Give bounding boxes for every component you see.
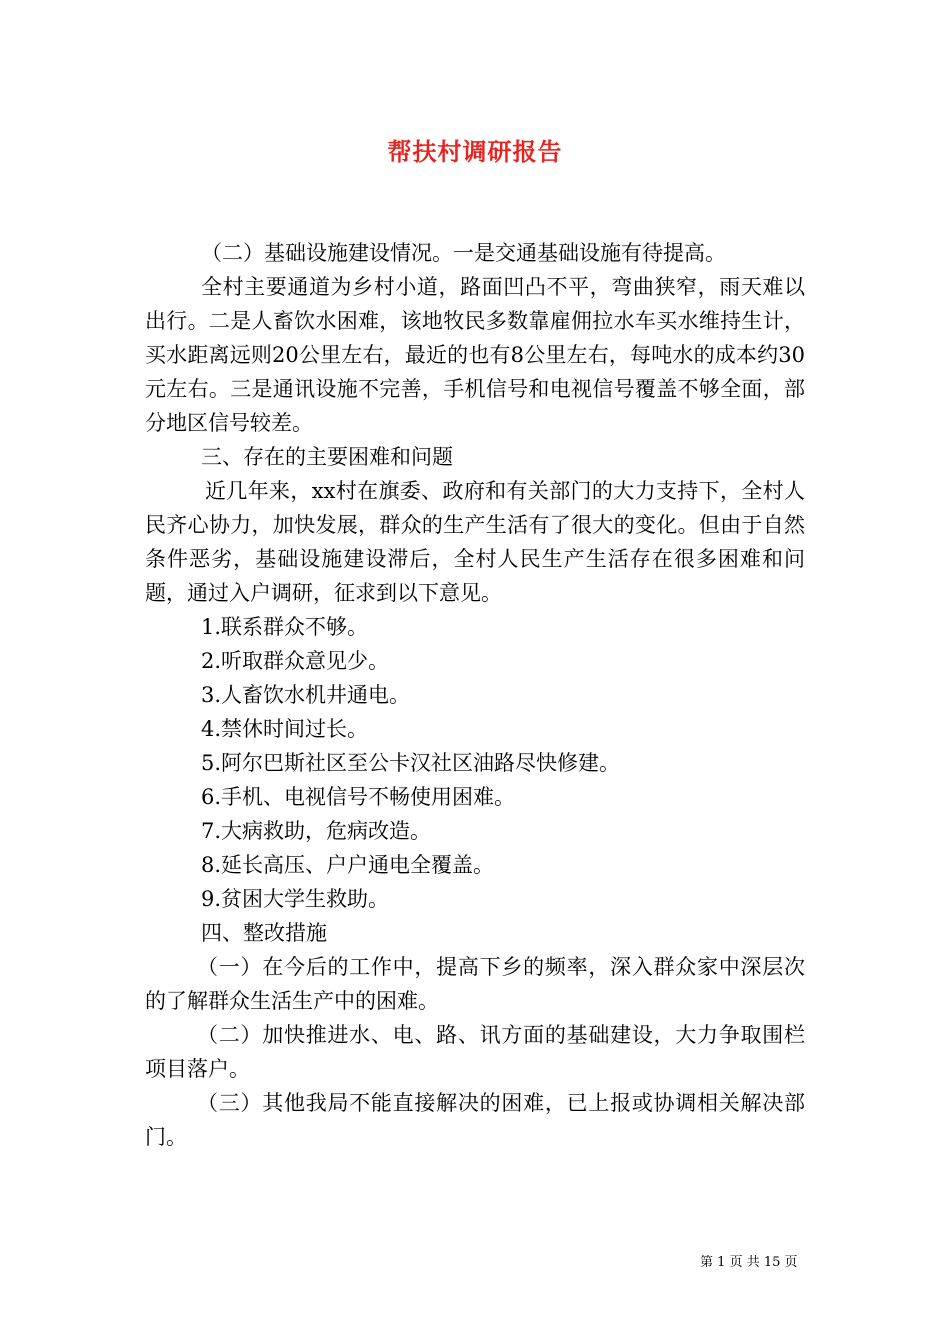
page-number-footer bbox=[700, 1251, 810, 1270]
list-item: 8.延长高压、户户通电全覆盖。 bbox=[201, 853, 495, 877]
list-item: 3.人畜饮水机井通电。 bbox=[201, 683, 411, 707]
footer-prefix: 第 bbox=[700, 1255, 714, 1270]
paragraph: 全村主要通道为乡村小道，路面凹凸不平，弯曲狭窄，雨天难以出行。二是人畜饮水困难，该地牧民多数靠雇佣拉水车买水维持生计，买水距离远则20公里左右，最近的也有8公里左右，每吨水的成本约30元左右。三是通讯设施不完善，手机信号和电视信号覆盖不够全面，部分地区信号较差。 bbox=[145, 275, 805, 435]
list-item: 4.禁休时间过长。 bbox=[201, 717, 369, 741]
list-item: 2.听取群众意见少。 bbox=[201, 649, 390, 673]
list-item: 6.手机、电视信号不畅使用困难。 bbox=[201, 785, 516, 809]
footer-suffix: 页 bbox=[784, 1255, 798, 1270]
paragraph: 近几年来，xx村在旗委、政府和有关部门的大力支持下，全村人民齐心协力，加快发展，群众的生产生活有了很大的变化。但由于自然条件恶劣，基础设施建设滞后，全村人民生产生活存在很多困难和问题，通过入户调研，征求到以下意见。 bbox=[145, 479, 805, 605]
list-item: 7.大病救助，危病改造。 bbox=[201, 819, 432, 843]
section-heading: 三、存在的主要困难和问题 bbox=[201, 445, 453, 469]
document-body bbox=[145, 236, 805, 1154]
document-title: 帮扶村调研报告 bbox=[387, 137, 563, 166]
paragraph: （二）基础设施建设情况。一是交通基础设施有待提高。 bbox=[201, 241, 726, 265]
list-item: 1.联系群众不够。 bbox=[201, 615, 369, 639]
section-heading: 四、整改措施 bbox=[201, 921, 327, 945]
footer-page-number: 1 bbox=[717, 1255, 726, 1270]
paragraph: （三）其他我局不能直接解决的困难，已上报或协调相关解决部门。 bbox=[145, 1091, 805, 1149]
footer-total-pages: 15 bbox=[763, 1255, 781, 1270]
list-item: 5.阿尔巴斯社区至公卡汉社区油路尽快修建。 bbox=[201, 751, 621, 775]
footer-middle: 页 共 bbox=[729, 1255, 760, 1270]
paragraph: （二）加快推进水、电、路、讯方面的基础建设，大力争取围栏项目落户。 bbox=[145, 1023, 805, 1081]
list-item: 9.贫困大学生救助。 bbox=[201, 887, 390, 911]
paragraph: （一）在今后的工作中，提高下乡的频率，深入群众家中深层次的了解群众生活生产中的困难。 bbox=[145, 955, 805, 1013]
